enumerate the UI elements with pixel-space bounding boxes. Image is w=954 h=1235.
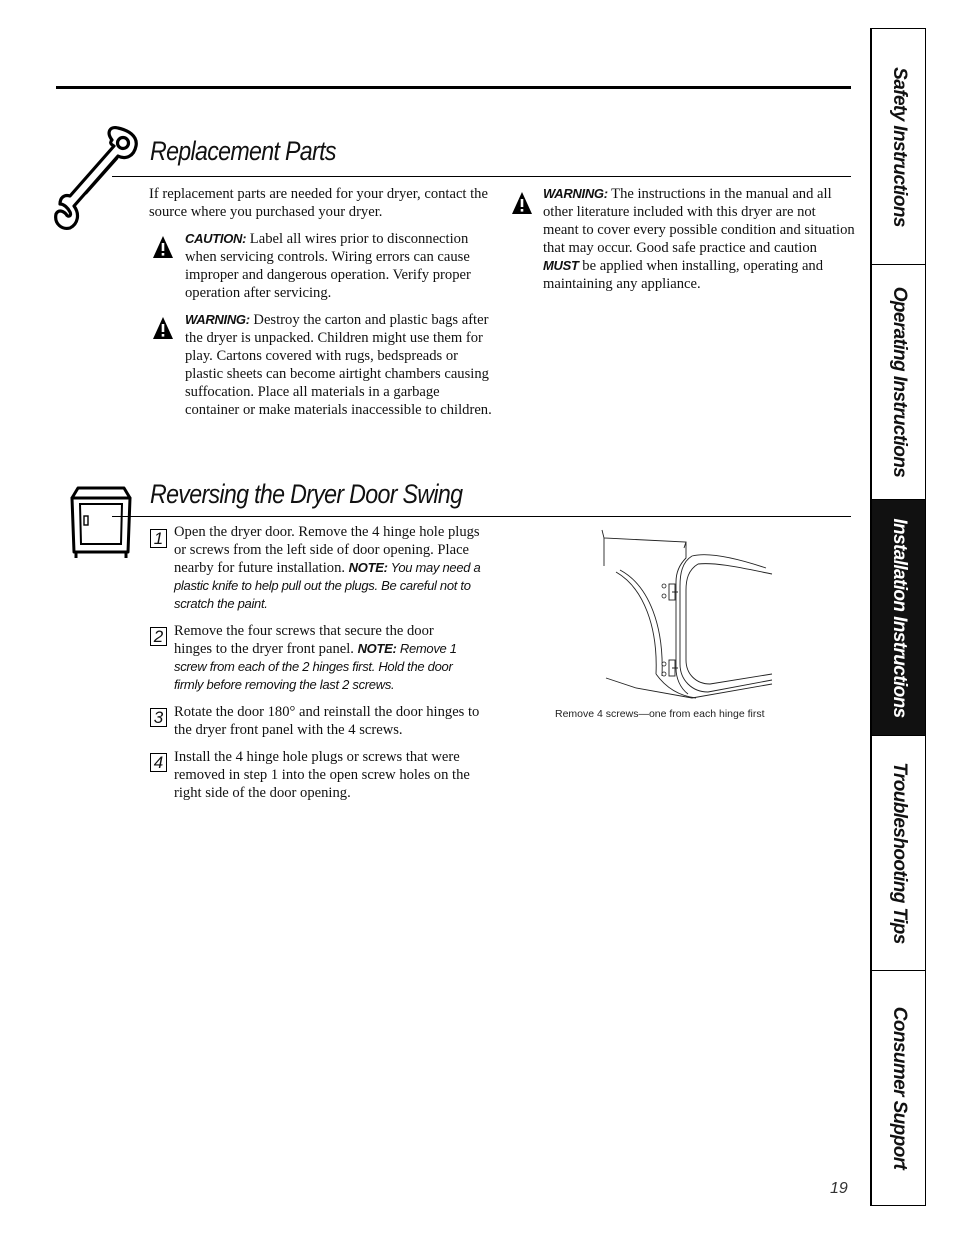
replacement-parts-title: Replacement Parts [150,136,336,166]
step-2-text: Remove the four screws that secure the door hinges to the dryer front panel. [174,623,434,657]
step-1-note: You may need a plastic knife to help pull out the plugs. Be careful not to scratch the paint. [174,560,481,611]
caution-block [185,230,495,302]
warning-instructions-block [543,185,855,293]
step-number: 2 [150,627,167,646]
step-3 [174,703,490,739]
step-1-text: Open the dryer door. Remove the 4 hinge hole plugs or screws from the left side of door opening. Place nearby for future installation. [174,524,480,576]
step-1 [174,523,488,613]
warning-triangle-icon [151,234,175,260]
tab-label: Installation Instructions [888,517,910,718]
note-label: NOTE: [357,641,397,656]
warning-carton-block [185,311,497,419]
reversing-door-title: Reversing the Dryer Door Swing [150,479,463,509]
top-rule [56,86,851,89]
must-emphasis: MUST [543,258,579,273]
step-2 [174,622,474,694]
tab-installation-instructions[interactable] [872,500,925,736]
dryer-icon [66,484,136,560]
warning-triangle-icon [151,315,175,341]
step-number: 1 [150,529,167,548]
door-hinge-diagram [596,528,776,708]
step-number: 3 [150,708,167,727]
tab-consumer-support[interactable] [872,971,925,1205]
page-number: 19 [830,1180,848,1197]
step-4 [174,748,486,802]
tab-label: Safety Instructions [888,66,910,227]
warning-label: WARNING: [543,186,608,201]
tab-troubleshooting-tips[interactable] [872,736,925,971]
warning-triangle-icon [510,190,534,216]
tab-label: Operating Instructions [888,286,910,478]
replacement-intro: If replacement parts are needed for your dryer, contact the source where you purchased your dryer. [149,186,488,220]
wrench-icon [52,124,144,236]
caution-label: CAUTION: [185,231,247,246]
figure-caption: Remove 4 screws—one from each hinge first [555,708,765,720]
caution-text: Label all wires prior to disconnection when servicing controls. Wiring errors can cause improper and dangerous operation. Verify proper operation after servicing. [185,231,471,301]
note-label: NOTE: [348,560,388,575]
step-3-text: Rotate the door 180° and reinstall the door hinges to the dryer front panel with the 4 screws. [174,704,480,738]
section-rule [112,176,851,177]
tab-label: Consumer Support [888,1006,910,1170]
tab-label: Troubleshooting Tips [888,762,910,944]
warning-instructions-text-a: The instructions in the manual and all other literature included with this dryer are not meant to cover every possible condition and situation that may occur. Good safe practice and caution [543,186,855,256]
step-4-text: Install the 4 hinge hole plugs or screws that were removed in step 1 into the open screw holes on the right side of the door opening. [174,749,470,801]
section-tabs-sidebar [870,28,926,1206]
warning-instructions-text-b: be applied when installing, operating and maintaining any appliance. [543,258,824,292]
tab-operating-instructions[interactable] [872,265,925,500]
warning-carton-text: Destroy the carton and plastic bags after the dryer is unpacked. Children might use them for play. Cartons covered with rugs, bedspreads or plastic sheets can become airtight chambers causing suffocation. Place all materials in a garbage container or make materials inaccessible to children. [185,312,492,418]
step-number: 4 [150,753,167,772]
tab-safety-instructions[interactable] [872,29,925,265]
section-rule [112,516,851,517]
warning-label: WARNING: [185,312,250,327]
step-2-note: Remove 1 screw from each of the 2 hinges first. Hold the door firmly before removing the last 2 screws. [174,641,457,692]
